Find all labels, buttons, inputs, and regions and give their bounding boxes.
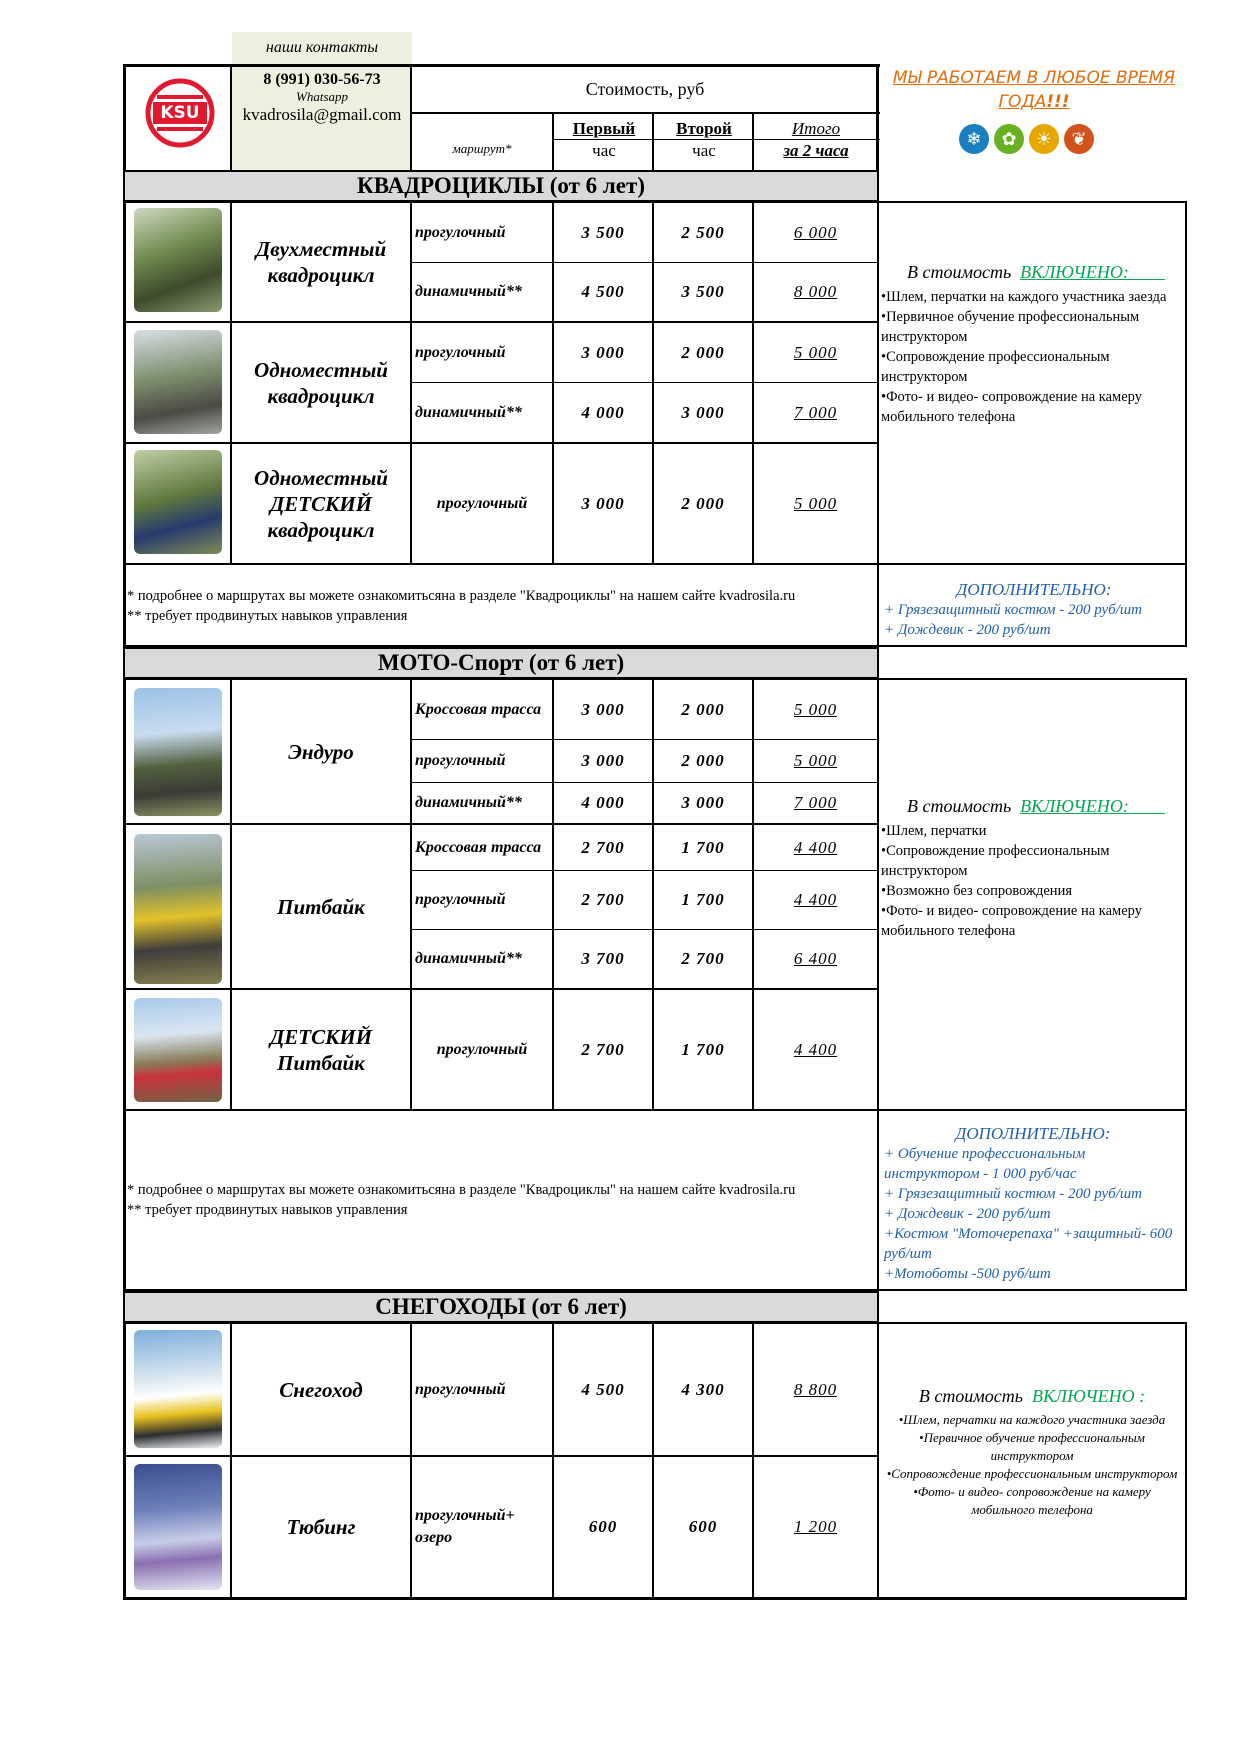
first-hour-price: 4 500 — [581, 282, 625, 301]
first-hour-price: 3 500 — [581, 222, 625, 242]
second-hour-price: 2 000 — [681, 493, 725, 513]
first-hour-price: 4 000 — [581, 402, 625, 422]
sun-icon: ☀ — [1029, 124, 1059, 154]
total-price: 5 000 — [793, 342, 838, 362]
snow-photo-snowmobile — [134, 1330, 222, 1448]
route-cell: динамичный** — [415, 794, 522, 811]
snowflake-icon: ❄ — [959, 124, 989, 154]
total-price: 7 000 — [793, 402, 838, 422]
first-hour-price: 3 000 — [581, 699, 625, 719]
vehicle-name: Тюбинг — [286, 1515, 356, 1539]
contacts-label: наши контакты — [265, 39, 379, 56]
vehicle-name: Одноместный ДЕТСКИЙ квадроцикл — [254, 465, 388, 542]
route-col-text: маршрут* — [452, 141, 512, 156]
cost-title — [412, 66, 878, 112]
total-a: Итого — [791, 119, 841, 138]
flower-icon: ✿ — [994, 124, 1024, 154]
included-item: •Сопровождение профессиональным инструктором — [881, 843, 1110, 879]
included-item: •Сопровождение профессиональным инструктором — [886, 1466, 1178, 1481]
included-item: •Первичное обучение профессиональным инструктором — [881, 309, 1140, 345]
second-hour-price: 600 — [688, 1517, 718, 1536]
included-heading — [881, 1386, 1183, 1407]
second-hour-price: 3 000 — [681, 793, 725, 812]
route-cell: прогулочный — [436, 494, 528, 512]
moto-title-text: МОТО-Спорт (от 6 лет) — [377, 650, 625, 675]
extra-item: + Дождевик - 200 руб/шт — [884, 1206, 1051, 1222]
second-hour-price: 2 500 — [681, 222, 725, 242]
second-hour-price: 1 700 — [681, 1039, 725, 1059]
second-hour-a: Второй — [676, 119, 732, 138]
second-hour-price: 3 000 — [681, 402, 725, 422]
contacts-label-box — [232, 32, 412, 64]
included-item: •Шлем, перчатки — [881, 823, 987, 839]
first-hour-b: час — [592, 141, 616, 160]
route-cell: прогулочный — [415, 752, 506, 769]
extras-heading: ДОПОЛНИТЕЛЬНО: — [955, 1124, 1111, 1143]
first-hour-price: 3 000 — [581, 751, 625, 770]
all-year-banner — [884, 66, 1184, 114]
atv-section-title — [123, 170, 879, 202]
atv-extras — [884, 580, 1184, 640]
moto-extras — [884, 1124, 1182, 1284]
total-price: 5 000 — [793, 751, 838, 770]
banner-exclaim: !!! — [1046, 92, 1070, 112]
banner-line1: МЫ РАБОТАЕМ В ЛЮБОЕ ВРЕМЯ — [892, 68, 1176, 88]
extras-heading: ДОПОЛНИТЕЛЬНО: — [956, 580, 1112, 599]
first-hour-price: 3 000 — [581, 493, 625, 513]
vehicle-name: Снегоход — [279, 1377, 363, 1402]
included-label: В стоимость — [918, 1386, 1023, 1406]
moto-included — [881, 796, 1181, 941]
route-cell: прогулочный — [415, 1380, 506, 1398]
total-price: 8 000 — [793, 282, 838, 301]
phone-number[interactable]: 8 (991) 030-56-73 — [263, 71, 381, 88]
included-item: •Сопровождение профессиональным инструктором — [881, 349, 1110, 385]
vehicle-name: Одноместный квадроцикл — [254, 357, 388, 408]
total-price: 7 000 — [793, 793, 838, 812]
cost-title-text: Стоимость, руб — [585, 78, 705, 99]
moto-photo-enduro — [134, 688, 222, 816]
included-word: ВКЛЮЧЕНО: — [1020, 262, 1129, 282]
first-hour-price: 4 000 — [581, 793, 625, 812]
whatsapp-label: Whatsapp — [296, 89, 348, 104]
second-hour-price: 2 700 — [681, 949, 725, 968]
logo-lettering: KSU — [160, 103, 200, 123]
first-hour-price: 2 700 — [581, 837, 625, 857]
extra-item: +Костюм "Моточерепаха" +защитный- 600 руб/шт — [884, 1226, 1173, 1262]
second-hour-header — [654, 118, 754, 168]
footnote-advanced: ** требует продвинутых навыков управления — [127, 1202, 408, 1218]
route-cell: прогулочный — [415, 223, 506, 241]
included-item: •Фото- и видео- сопровождение на камеру мобильного телефона — [881, 903, 1142, 939]
moto-section-title — [123, 647, 879, 679]
included-word: ВКЛЮЧЕНО : — [1031, 1386, 1146, 1406]
footnote-advanced: ** требует продвинутых навыков управления — [127, 608, 408, 624]
leaf-icon: ❦ — [1064, 124, 1094, 154]
atv-photo-double — [134, 208, 222, 312]
snow-included — [881, 1386, 1183, 1519]
moto-photo-kids-pitbike — [134, 998, 222, 1102]
route-cell: прогулочный — [436, 1040, 528, 1058]
footnote-routes: * подробнее о маршрутах вы можете ознакомитьсяна в разделе "Квадроциклы" на нашем сайте kvadrosila.ru — [127, 588, 796, 604]
route-cell: Кроссовая трасса — [415, 700, 542, 718]
second-hour-b: час — [692, 141, 716, 160]
route-col-header — [412, 114, 552, 170]
included-item: •Возможно без сопровождения — [881, 883, 1072, 899]
extra-item: + Грязезащитный костюм - 200 руб/шт — [884, 1186, 1143, 1202]
included-label: В стоимость — [907, 262, 1012, 282]
moto-footnotes — [127, 1180, 875, 1220]
first-hour-price: 2 700 — [581, 890, 625, 909]
first-hour-a: Первый — [572, 119, 636, 138]
included-item: •Шлем, перчатки на каждого участника заезда — [881, 289, 1167, 305]
included-item: •Фото- и видео- сопровождение на камеру мобильного телефона — [881, 389, 1142, 425]
total-price: 6 400 — [793, 949, 838, 968]
vehicle-name: ДЕТСКИЙ Питбайк — [269, 1024, 373, 1075]
second-hour-price: 1 700 — [681, 837, 725, 857]
total-price: 4 400 — [793, 1039, 838, 1059]
second-hour-price: 1 700 — [681, 890, 725, 909]
vehicle-name: Эндуро — [288, 739, 354, 764]
first-hour-header — [554, 118, 654, 168]
route-cell: прогулочный+ озеро — [415, 1507, 515, 1546]
footnote-routes: * подробнее о маршрутах вы можете ознакомитьсяна в разделе "Квадроциклы" на нашем сайте kvadrosila.ru — [127, 1182, 796, 1198]
total-price: 4 400 — [793, 837, 838, 857]
extra-item: +Мотоботы -500 руб/шт — [884, 1266, 1051, 1282]
extra-item: + Обучение профессиональным инструктором - 1 000 руб/час — [884, 1146, 1086, 1182]
snow-photo-tubing — [134, 1464, 222, 1590]
included-item: •Первичное обучение профессиональным инструктором — [919, 1430, 1145, 1463]
route-cell: Кроссовая трасса — [415, 838, 542, 856]
vehicle-name: Питбайк — [277, 894, 365, 919]
second-hour-price: 2 000 — [681, 751, 725, 770]
second-hour-price: 3 500 — [681, 282, 725, 301]
included-heading — [881, 262, 1181, 283]
route-cell: динамичный** — [415, 950, 522, 967]
snow-title-text: СНЕГОХОДЫ (от 6 лет) — [375, 1294, 627, 1319]
total-price: 5 000 — [793, 493, 838, 513]
total-price: 6 000 — [793, 222, 838, 242]
extra-item: + Дождевик - 200 руб/шт — [884, 622, 1051, 638]
second-hour-price: 4 300 — [681, 1379, 725, 1399]
total-price: 1 200 — [793, 1517, 838, 1536]
snow-section-title — [123, 1291, 879, 1323]
first-hour-price: 4 500 — [581, 1379, 625, 1399]
atv-title-text: КВАДРОЦИКЛЫ (от 6 лет) — [357, 173, 645, 198]
included-item: •Шлем, перчатки на каждого участника заезда — [898, 1412, 1166, 1427]
included-item: •Фото- и видео- сопровождение на камеру мобильного телефона — [913, 1484, 1151, 1517]
route-cell: прогулочный — [415, 891, 506, 908]
second-hour-price: 2 000 — [681, 699, 725, 719]
atv-photo-kids — [134, 450, 222, 554]
included-word: ВКЛЮЧЕНО: — [1020, 796, 1129, 816]
email-address[interactable]: kvadrosila@gmail.com — [242, 105, 402, 124]
contacts-box — [232, 66, 412, 170]
extra-item: + Грязезащитный костюм - 200 руб/шт — [884, 602, 1143, 618]
total-price: 8 800 — [793, 1379, 838, 1399]
total-b: за 2 часа — [783, 141, 849, 160]
total-price: 5 000 — [793, 699, 838, 719]
banner-line2: ГОДА — [998, 92, 1047, 112]
route-cell: динамичный** — [415, 403, 522, 421]
included-heading — [881, 796, 1181, 817]
first-hour-price: 3 700 — [581, 949, 625, 968]
logo — [143, 78, 217, 148]
vehicle-name: Двухместный квадроцикл — [255, 237, 387, 287]
included-label: В стоимость — [907, 796, 1012, 816]
route-cell: динамичный** — [415, 283, 522, 300]
total-price: 4 400 — [793, 890, 838, 909]
first-hour-price: 2 700 — [581, 1039, 625, 1059]
second-hour-price: 2 000 — [681, 342, 725, 362]
first-hour-price: 3 000 — [581, 342, 625, 362]
moto-photo-pitbike — [134, 834, 222, 984]
first-hour-price: 600 — [588, 1517, 618, 1536]
route-cell: прогулочный — [415, 343, 506, 361]
total-header — [754, 118, 878, 168]
atv-included — [881, 262, 1181, 427]
atv-photo-single — [134, 330, 222, 434]
atv-footnotes — [127, 586, 875, 626]
